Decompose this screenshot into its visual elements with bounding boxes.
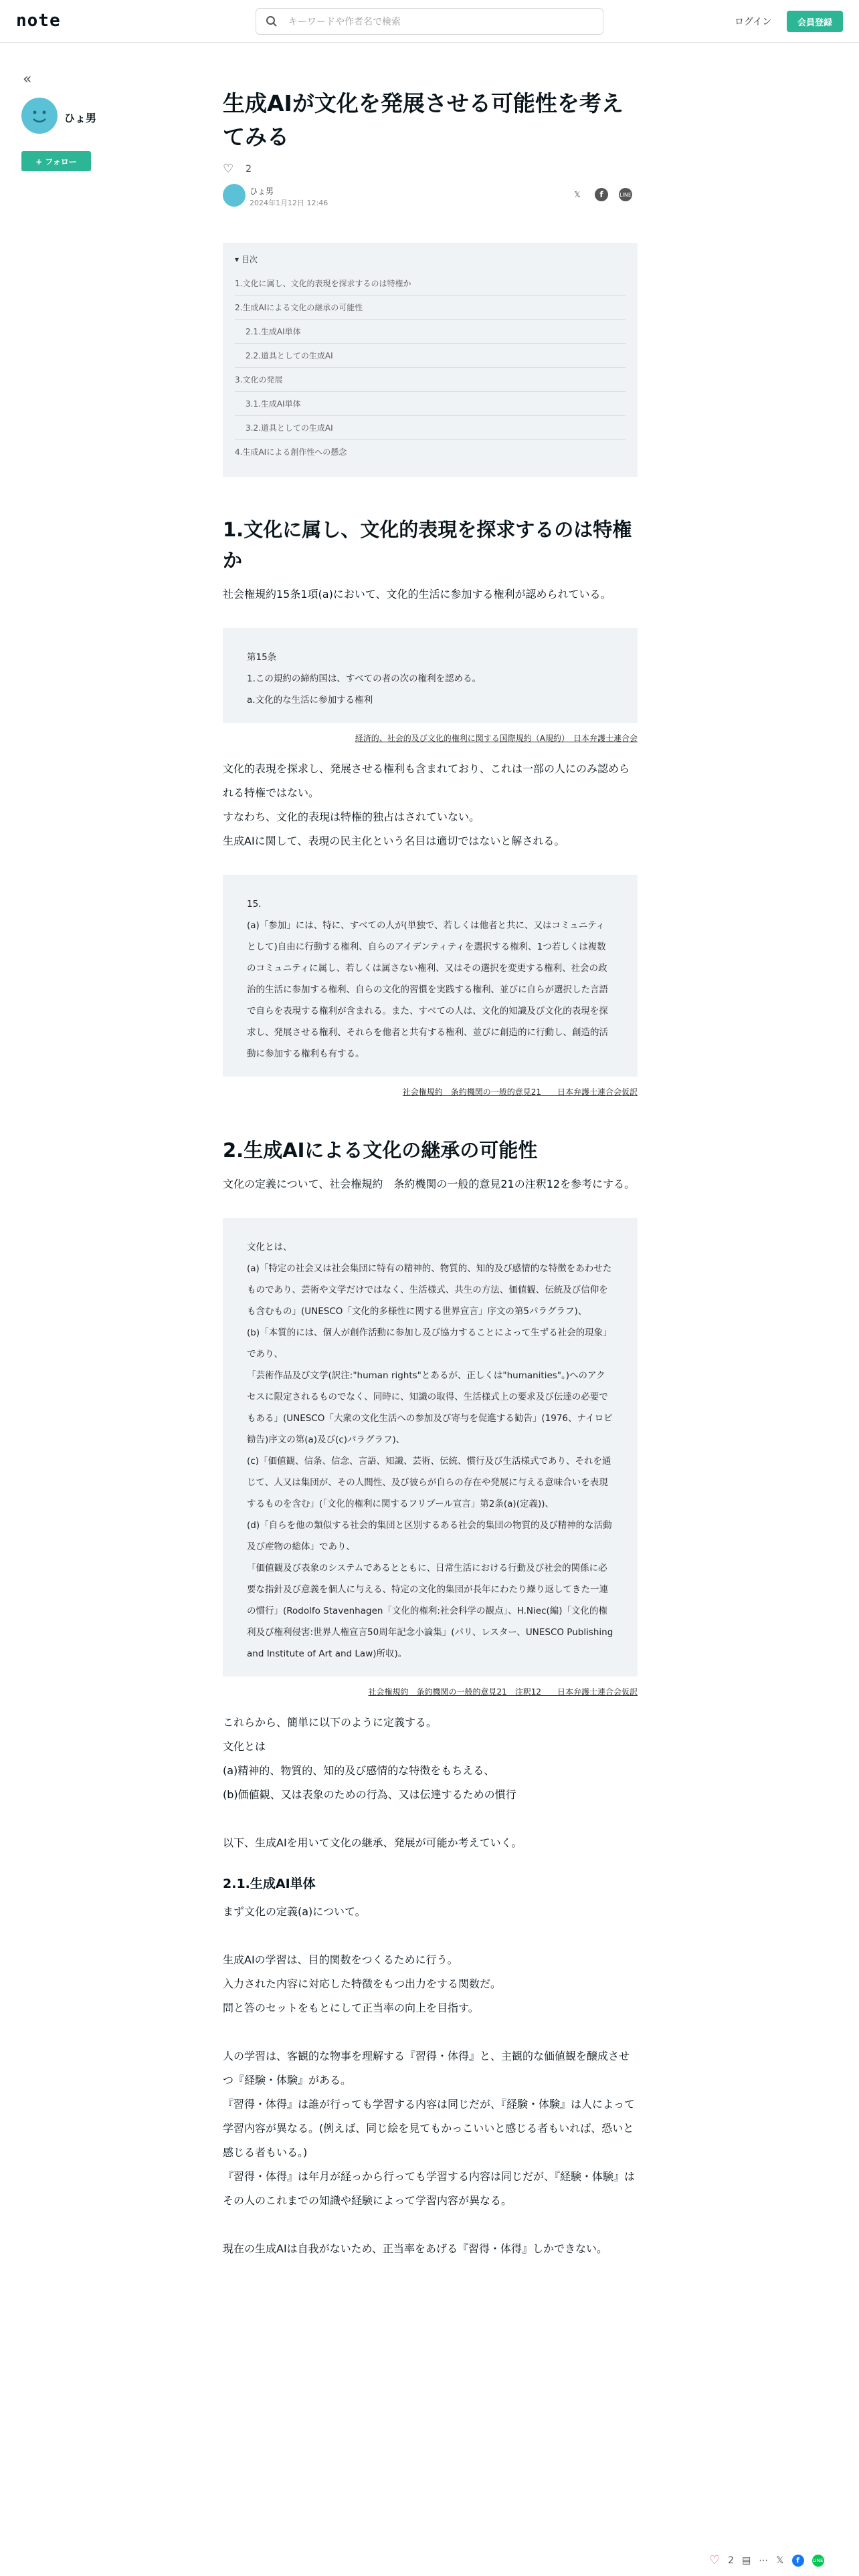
more-icon[interactable]: ⋯ <box>759 2555 769 2566</box>
quote-line: 「価値観及び表象のシステムであるとともに、日常生活における行動及び社会的関係に必要な指針及び意義を個人に与える、特定の文化的集団が長年にわたり繰り返してきた一連の慣行」(Rodolfo Stavenhagen「文化的権利:社会科学の観点」、H.Niec(編)「文化的権利及び権利侵害:世界人権宣言50周年記念小論集」(パリ、レスター、UNESCO Publishing and Institute of Art and Law)所収)。 <box>247 1563 613 1659</box>
blockquote <box>223 628 638 723</box>
publish-date: 2024年1月12日 12:46 <box>250 199 328 207</box>
article <box>223 87 638 2261</box>
paragraph: これらから、簡単に以下のように定義する。 <box>223 1716 438 1729</box>
toc-item[interactable]: 3.文化の発展 <box>235 368 626 392</box>
x-share-icon[interactable]: 𝕏 <box>776 2555 784 2566</box>
quote-line: 第15条 <box>247 652 277 663</box>
quote-line: (a)「特定の社会又は社会集団に特有の精神的、物質的、知的及び感情的な特徴をあわせたものであり、芸術や文学だけではなく、生活様式、共生の方法、価値観、伝統及び信仰をも含むもの」(UNESCO「文化的多様性に関する世界宣言」序文の第5パラグラフ)、 <box>247 1263 612 1317</box>
line-share-icon[interactable]: LINE <box>619 188 632 201</box>
share-buttons <box>571 188 632 201</box>
section-heading: 1.文化に属し、文化的表現を探求するのは特権か <box>223 518 632 572</box>
toc-item[interactable]: 2.1.生成AI単体 <box>235 320 626 344</box>
quote-line: (b)「本質的には、個人が創作活動に参加し及び協力することによって生ずる社会的現象」であり、 <box>247 1327 612 1360</box>
facebook-share-icon[interactable]: f <box>792 2555 804 2567</box>
paragraph: (b)価値観、又は表象のための行為、又は伝達するための慣行 <box>223 1788 516 1801</box>
quote-line: (d)「自らを他の類似する社会的集団と区別するある社会的集団の物質的及び精神的な活動及び産物の総体」であり、 <box>247 1520 612 1552</box>
paragraph: 文化とは <box>223 1740 266 1753</box>
like-row <box>223 162 638 176</box>
citation-link[interactable]: 社会権規約 条約機関の一般的意見21 注釈12 日本弁護士連合会仮訳 <box>368 1687 638 1697</box>
float-like-count: 2 <box>728 2555 735 2566</box>
follow-button[interactable]: + フォロー <box>21 151 91 171</box>
article-meta <box>223 184 638 211</box>
heart-icon[interactable]: ♡ <box>223 162 234 176</box>
facebook-share-icon[interactable]: f <box>595 188 608 201</box>
toc-item[interactable]: 1.文化に属し、文化的表現を探求するのは特権か <box>235 272 626 296</box>
signup-button[interactable]: 会員登録 <box>787 11 843 32</box>
login-link[interactable]: ログイン <box>735 17 772 27</box>
subsection-heading: 2.1.生成AI単体 <box>223 1876 316 1891</box>
quote-line: a.文化的な生活に参加する権利 <box>247 695 373 706</box>
table-of-contents <box>223 243 638 477</box>
line-share-icon[interactable]: LINE <box>812 2555 824 2567</box>
article-title: 生成AIが文化を発展させる可能性を考えてみる <box>223 90 624 150</box>
quote-line: 1.この規約の締約国は、すべての者の次の権利を認める。 <box>247 673 482 684</box>
toc-item[interactable]: 2.2.道具としての生成AI <box>235 344 626 368</box>
paragraph: 入力された内容に対応した特徴をもつ出力をする関数だ。 <box>223 1977 502 1990</box>
toc-item[interactable]: 3.1.生成AI単体 <box>235 392 626 416</box>
author-avatar[interactable] <box>21 98 58 134</box>
author-mini-avatar[interactable] <box>223 184 246 207</box>
paragraph: まず文化の定義(a)について。 <box>223 1905 366 1918</box>
paragraph: 生成AIに関して、表現の民主化という名目は適切ではないと解される。 <box>223 835 565 847</box>
paragraph: 現在の生成AIは自我がないため、正当率をあげる『習得・体得』しかできない。 <box>223 2242 608 2255</box>
quote-line: 文化とは、 <box>247 1242 292 1253</box>
magazine-add-icon[interactable]: ▤ <box>742 2555 751 2566</box>
quote-line: (c)「価値観、信条、信念、言語、知識、芸術、伝統、慣行及び生活様式であり、それを通じて、人又は集団が、その人間性、及び彼らが自らの存在や発展に与える意味合いを表現するものを含む」(「文化的権利に関するフリブール宣言」第2条(a)(定義))、 <box>247 1456 611 1509</box>
toc-item[interactable]: 2.生成AIによる文化の継承の可能性 <box>235 296 626 320</box>
heart-icon[interactable]: ♡ <box>709 2553 721 2567</box>
toc-item[interactable]: 4.生成AIによる創作性への懸念 <box>235 447 347 457</box>
paragraph: 文化的表現を探求し、発展させる権利も含まれており、これは一部の人にのみ認められる特権ではない。 <box>223 762 630 799</box>
quote-line: 15. <box>247 899 262 909</box>
paragraph: (a)精神的、物質的、知的及び感情的な特徴をもちえる、 <box>223 1764 495 1777</box>
paragraph: 人の学習は、客観的な物事を理解する『習得・体得』と、主観的な価値観を醸成させつ『経験・体験』がある。 <box>223 2050 630 2086</box>
floating-action-bar <box>709 2553 824 2567</box>
paragraph: 『習得・体得』は誰が行っても学習する内容は同じだが、『経験・体験』は人によって学習内容が異なる。(例えば、同じ絵を見てもかっこいいと感じる者もいれば、恐いと感じる者もいる。) <box>223 2098 636 2159</box>
citation-link[interactable]: 経済的、社会的及び文化的権利に関する国際規約（A規約） 日本弁護士連合会 <box>355 734 638 743</box>
citation-link[interactable]: 社会権規約 条約機関の一般的意見21 日本弁護士連合会仮訳 <box>402 1087 638 1097</box>
paragraph: 社会権規約15条1項(a)において、文化的生活に参加する権利が認められている。 <box>223 588 611 601</box>
blockquote <box>223 875 638 1077</box>
search-box[interactable] <box>256 8 603 35</box>
collapse-sidebar-icon[interactable]: « <box>23 71 32 88</box>
quote-line: 「芸術作品及び文学(訳注:"human rights"とあるが、正しくは"humanities"。)へのアクセスに限定されるものでなく、同時に、知識の取得、生活様式上の要求及び伝達の必要でもある」(UNESCO「大衆の文化生活への参加及び寄与を促進する勧告」(1976、ナイロビ勧告)序文の第(a)及び(c)パラグラフ)、 <box>247 1370 613 1445</box>
search-icon <box>266 15 278 27</box>
author-name[interactable]: ひょ男 <box>64 112 97 124</box>
x-share-icon[interactable]: 𝕏 <box>574 190 581 199</box>
quote-line: (a)「参加」には、特に、すべての人が(単独で、若しくは他者と共に、又はコミュニティとして)自由に行動する権利、自らのアイデンティティを選択する権利、1つ若しくは複数のコミュニティに属し、若しくは属さない権利、又はその選択を変更する権利、社会の政治的生活に参加する権利、自らの文化的習慣を実践する権利、並びに自らが選択した言語で自らを表現する権利が含まれる。また、すべての人は、文化的知識及び文化的表現を探求し、発展させる権利、それらを他者と共有する権利、並びに創造的に行動し、創造的活動に参加する権利も有する。 <box>247 920 608 1059</box>
author-mini-name[interactable]: ひょ男 <box>250 187 274 196</box>
paragraph: すなわち、文化的表現は特権的独占はされていない。 <box>223 811 480 823</box>
blockquote <box>223 1218 638 1677</box>
paragraph: 文化の定義について、社会権規約 条約機関の一般的意見21の注釈12を参考にする。 <box>223 1178 636 1190</box>
like-count: 2 <box>246 163 252 175</box>
paragraph: 以下、生成AIを用いて文化の継承、発展が可能か考えていく。 <box>223 1836 522 1849</box>
paragraph: 問と答のセットをもとにして正当率の向上を目指す。 <box>223 2002 479 2014</box>
paragraph: 『習得・体得』は年月が経っから行っても学習する内容は同じだが、『経験・体験』はその人のこれまでの知識や経験によって学習内容が異なる。 <box>223 2170 636 2207</box>
section-heading: 2.生成AIによる文化の継承の可能性 <box>223 1139 538 1162</box>
site-header <box>0 0 859 43</box>
note-logo[interactable]: note <box>16 11 61 31</box>
paragraph: 生成AIの学習は、目的関数をつくるために行う。 <box>223 1953 458 1966</box>
search-placeholder: キーワードや作者名で検索 <box>288 17 401 27</box>
toc-title[interactable]: ▾ 目次 <box>235 255 258 264</box>
toc-item[interactable]: 3.2.道具としての生成AI <box>235 416 626 440</box>
